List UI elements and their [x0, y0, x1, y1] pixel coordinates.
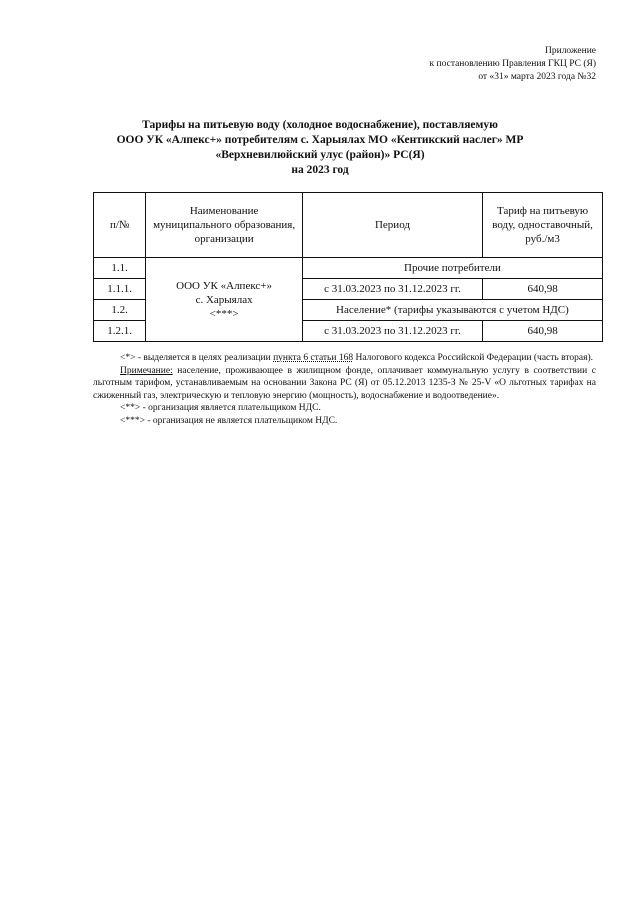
header-tariff: Тариф на питьевую воду, одноставочный, руб./м3: [483, 193, 603, 258]
row-num: 1.1.1.: [94, 279, 146, 300]
tariff-table: [93, 192, 603, 342]
tariff-value: 640,98: [483, 279, 603, 300]
appendix-line: Приложение: [545, 46, 596, 56]
org-line: ООО УК «Алпекс+»: [176, 279, 272, 292]
tariff-value: 640,98: [483, 321, 603, 342]
footnote-remark: [93, 365, 596, 403]
period-cell: с 31.03.2023 по 31.12.2023 гг.: [302, 321, 482, 342]
appendix-line: к постановлению Правления ГКЦ РС (Я): [429, 59, 596, 69]
table-row: [94, 258, 603, 279]
footnote-vat: [93, 352, 596, 365]
row-num: 1.2.1.: [94, 321, 146, 342]
category-cell: Население* (тарифы указываются с учетом НДС): [302, 300, 602, 321]
title-line: на 2023 год: [291, 164, 349, 176]
org-line: с. Харыялах: [195, 293, 253, 306]
footnote-text: <*> - выделяется в целях реализации: [120, 353, 274, 363]
title-line: Тарифы на питьевую воду (холодное водоснабжение), поставляемую: [142, 119, 498, 131]
footnote-vat-payer: <**> - организация является плательщиком НДС.: [120, 403, 321, 413]
row-num: 1.2.: [94, 300, 146, 321]
footnotes: [93, 352, 596, 427]
footnote-non-vat-payer: <***> - организация не является плательщиком НДС.: [120, 415, 338, 426]
table-header-row: [94, 193, 603, 258]
org-cell: [146, 258, 302, 342]
document-title: [60, 118, 580, 178]
appendix-header: [430, 45, 596, 84]
header-org: Наименование муниципального образования, организации: [146, 193, 302, 258]
title-line: ООО УК «Алпекс+» потребителям с. Харыялах МО «Кентикский наслег» МР: [116, 134, 524, 146]
tax-code-link[interactable]: пункта 6 статьи 168: [273, 353, 354, 363]
remark-text: население, проживающее в жилищном фонде, оплачивает коммунальную услугу в соответствии с льготным тарифом, устанавливаемым на основании Закона РС (Я) от 05.12.2013 1235-З № 25-V «О льготных тарифах на сжиженный газ, электрическую и тепловую энергию (мощность), водоснабжение и водоотведение».: [93, 365, 596, 401]
footnote-text: Налогового кодекса Российской Федерации (часть вторая).: [353, 353, 594, 363]
row-num: 1.1.: [94, 258, 146, 279]
header-num: п/№: [94, 193, 146, 258]
appendix-line: от «31» марта 2023 года №32: [478, 72, 596, 82]
header-period: Период: [302, 193, 482, 258]
period-cell: с 31.03.2023 по 31.12.2023 гг.: [302, 279, 482, 300]
title-line: «Верхневилюйский улус (район)» РС(Я): [215, 149, 425, 161]
remark-label: Примечание:: [120, 365, 173, 376]
category-cell: Прочие потребители: [302, 258, 602, 279]
org-line: <***>: [209, 307, 239, 320]
